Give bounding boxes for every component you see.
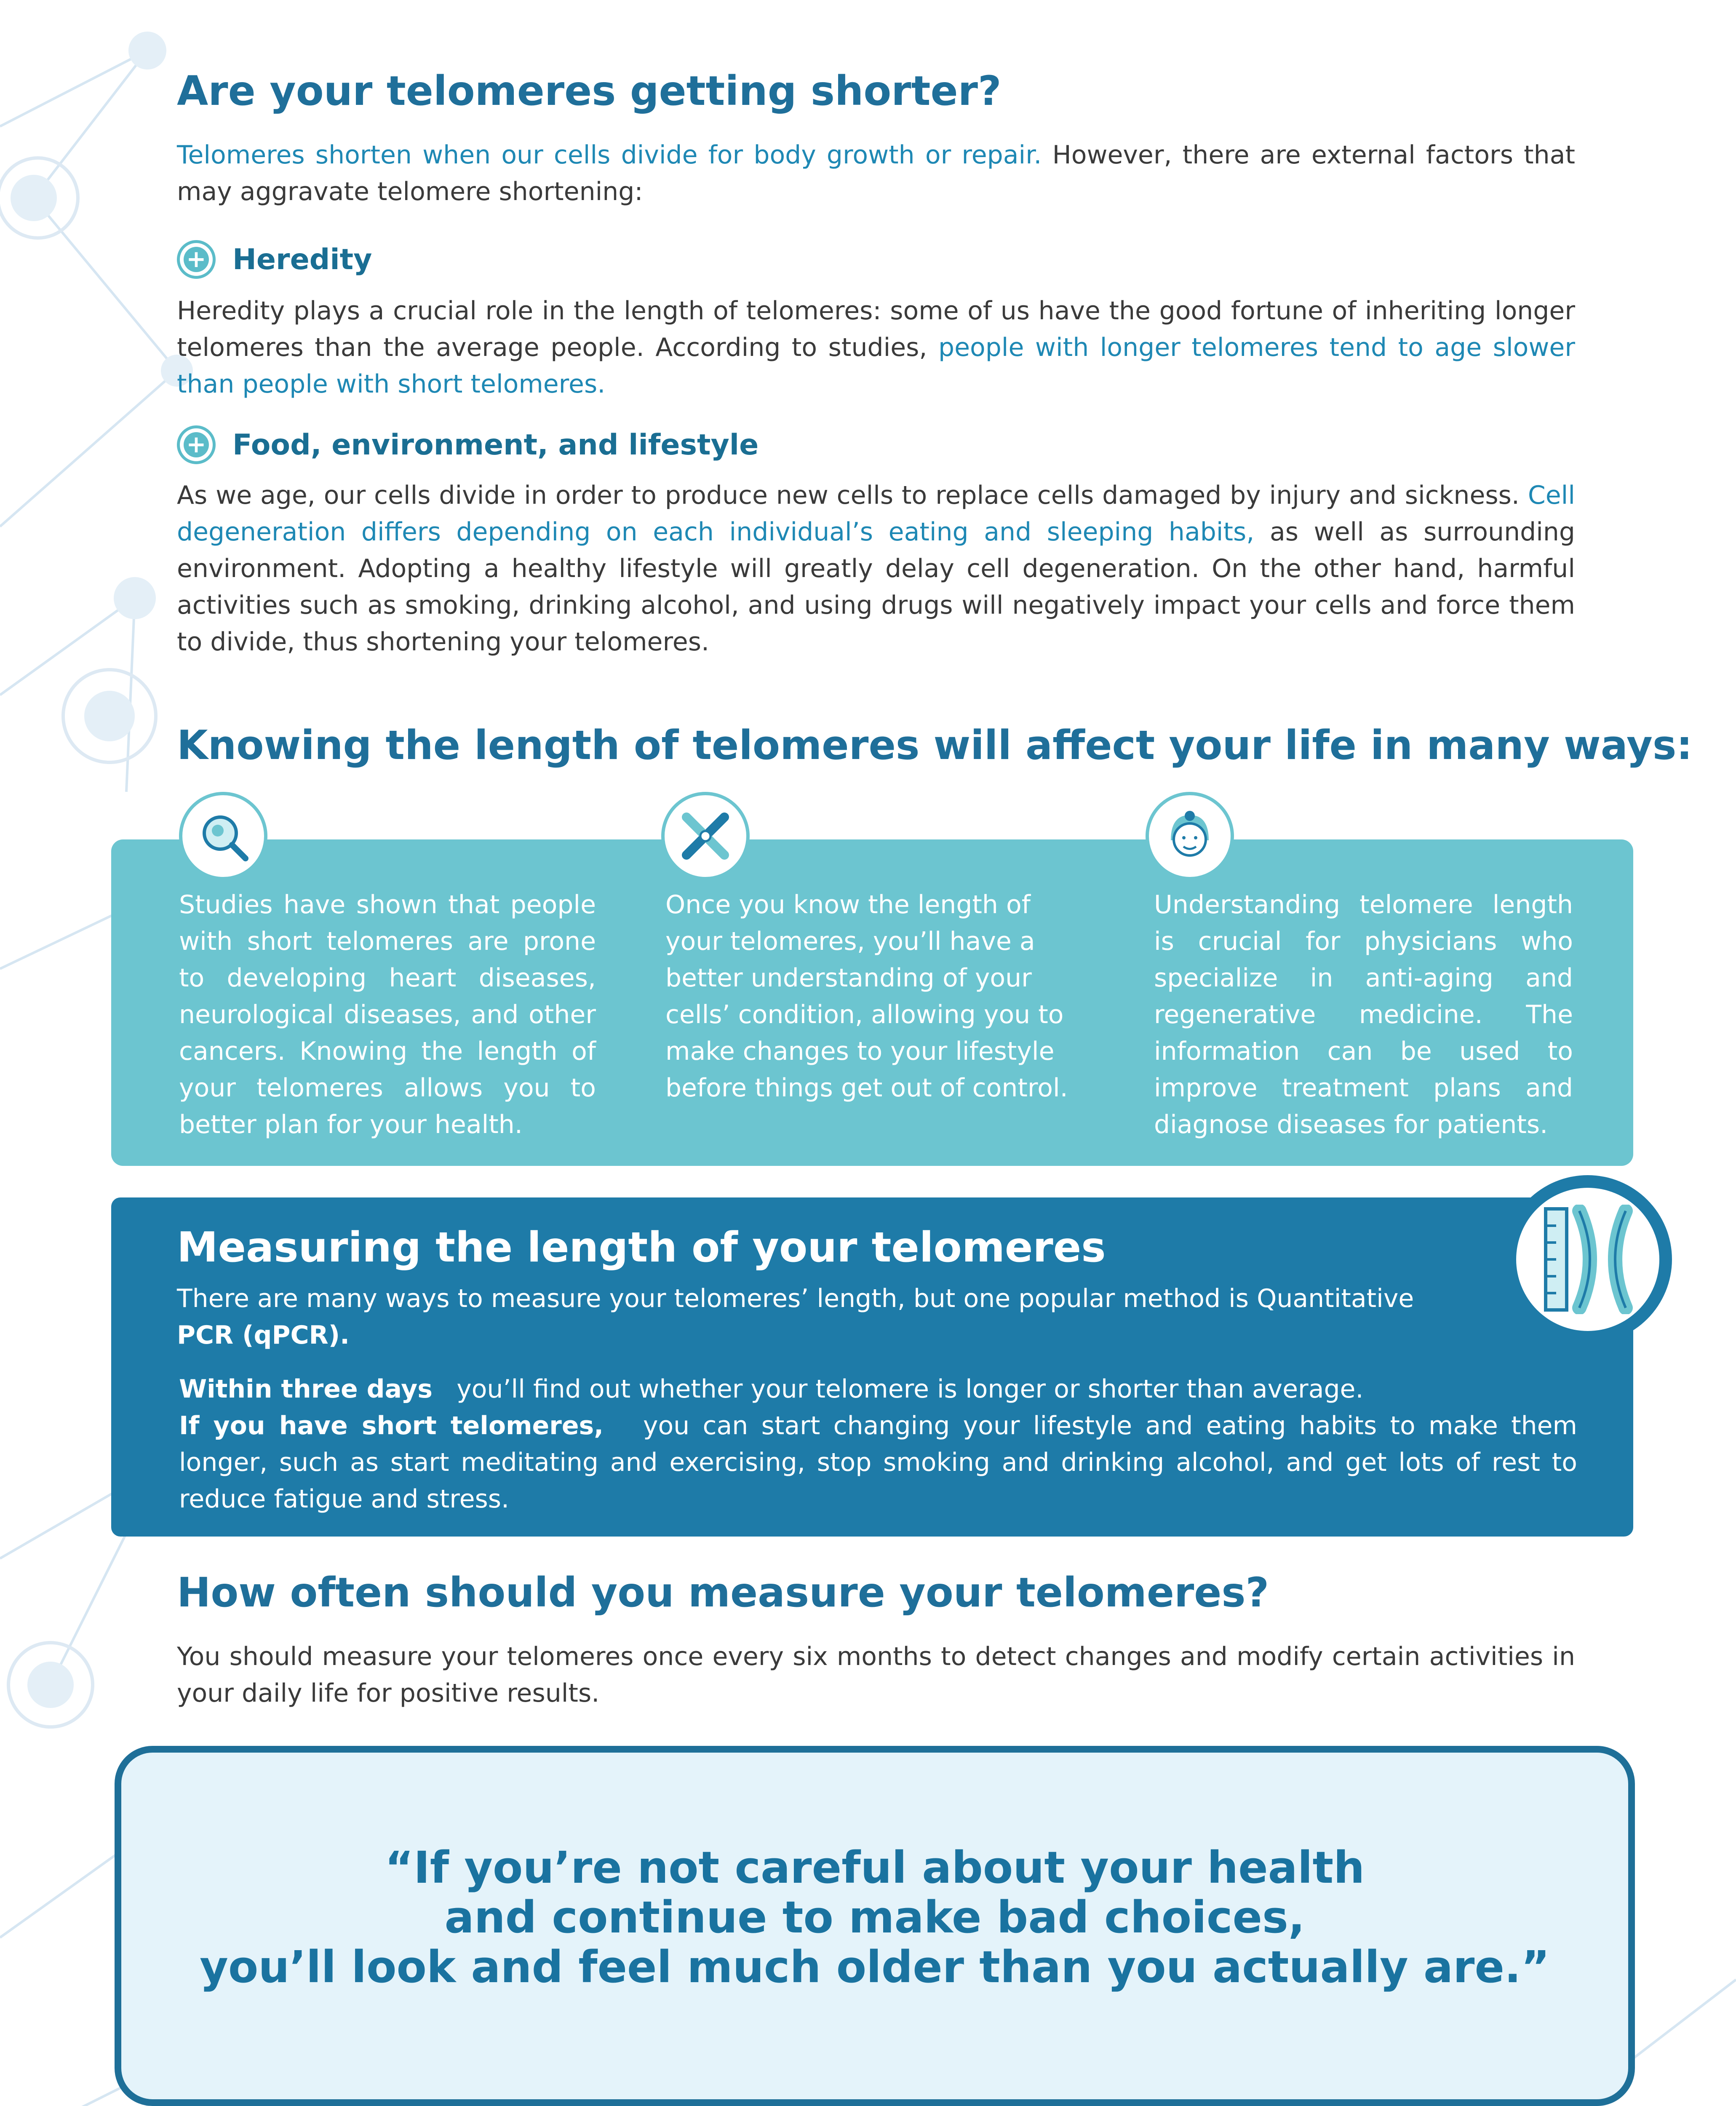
measure-p1-text: There are many ways to measure your telomeres’ length, but one popular method is Quantitative (177, 1284, 1414, 1313)
heredity-heading (177, 240, 372, 279)
lifestyle-body-2: as well as surrounding environment. Adopting a healthy lifestyle will greatly delay cell degeneration. On the other hand, harmful activities such as smoking, drinking alcohol, and using drugs will negatively impact your cells and force them to divide, thus shortening your telomeres. (177, 517, 1575, 657)
section1-intro (177, 137, 1575, 210)
quote-text (115, 1843, 1635, 1992)
section4-text: You should measure your telomeres once every six months to detect changes and modify certain activities in your daily life for positive results. (177, 1642, 1575, 1708)
section1-title: Are your telomeres getting shorter? (177, 67, 1002, 115)
lifestyle-heading-label: Food, environment, and lifestyle (232, 428, 759, 462)
lifestyle-body-1: As we age, our cells divide in order to produce new cells to replace cells damaged by injury and sickness. (177, 481, 1528, 510)
measure-p2-text: you’ll find out whether your telomere is longer or shorter than average. (457, 1374, 1364, 1404)
heredity-highlight: people with longer telomeres tend to age slower than people with short telomeres. (177, 333, 1575, 399)
measure-p2-bold: Within three days (179, 1374, 433, 1404)
lifestyle-heading (177, 425, 758, 464)
measure-p1 (177, 1280, 1520, 1354)
benefit-card-3: Understanding telomere length is crucial for physicians who specialize in anti-aging and regenerative medicine. The information can be used to improve treatment plans and diagnose diseases for patients. (1154, 890, 1573, 1139)
heredity-body: Heredity plays a crucial role in the length of telomeres: some of us have the good fortune of inheriting longer telomeres than the average people. According to studies, (177, 296, 1575, 362)
lifestyle-highlight: Cell degeneration differs depending on each individual’s eating and sleeping habits, (177, 481, 1575, 547)
section2-title: Knowing the length of telomeres will affect your life in many ways: (177, 722, 1693, 769)
quote-line-1: “If you’re not careful about your health (385, 1842, 1365, 1893)
section3-title: Measuring the length of your telomeres (177, 1224, 1106, 1272)
measure-p3-text: you can start changing your lifestyle and eating habits to make them longer, such as start meditating and exercising, stop smoking and drinking alcohol, and get lots of rest to reduce fatigue and stress. (179, 1411, 1578, 1514)
plus-icon: + (177, 425, 216, 464)
intro-highlight: Telomeres shorten when our cells divide for body growth or repair. (177, 140, 1042, 170)
ruler-chromosome-icon (1537, 1205, 1638, 1314)
benefit-card-1: Studies have shown that people with short telomeres are prone to developing heart diseases, neurological diseases, and other cancers. Knowing the length of your telomeres allows you to better plan for your health. (179, 890, 596, 1139)
intro-text: However, there are external factors that may aggravate telomere shortening: (177, 140, 1575, 206)
heredity-heading-label: Heredity (232, 243, 372, 276)
measure-p3-bold: If you have short telomeres, (179, 1411, 604, 1441)
measure-p1-bold: PCR (qPCR). (177, 1320, 350, 1350)
quote-line-3: you’ll look and feel much older than you actually are.” (200, 1941, 1550, 1993)
section4-title: How often should you measure your telomeres? (177, 1569, 1269, 1616)
plus-icon: + (177, 240, 216, 279)
measure-p2 (179, 1371, 1577, 1518)
lifestyle-text (177, 477, 1575, 660)
chromosome-icon (661, 792, 750, 880)
heredity-text (177, 293, 1575, 403)
quote-line-2: and continue to make bad choices, (444, 1892, 1305, 1943)
measure-badge (1504, 1175, 1672, 1344)
woman-face-icon (1146, 792, 1234, 880)
benefit-card-2: Once you know the length of your telomeres, you’ll have a better understanding of your cells’ condition, allowing you to make changes to your lifestyle before things get out of control. (665, 890, 1068, 1103)
magnifier-cell-icon (179, 792, 267, 880)
